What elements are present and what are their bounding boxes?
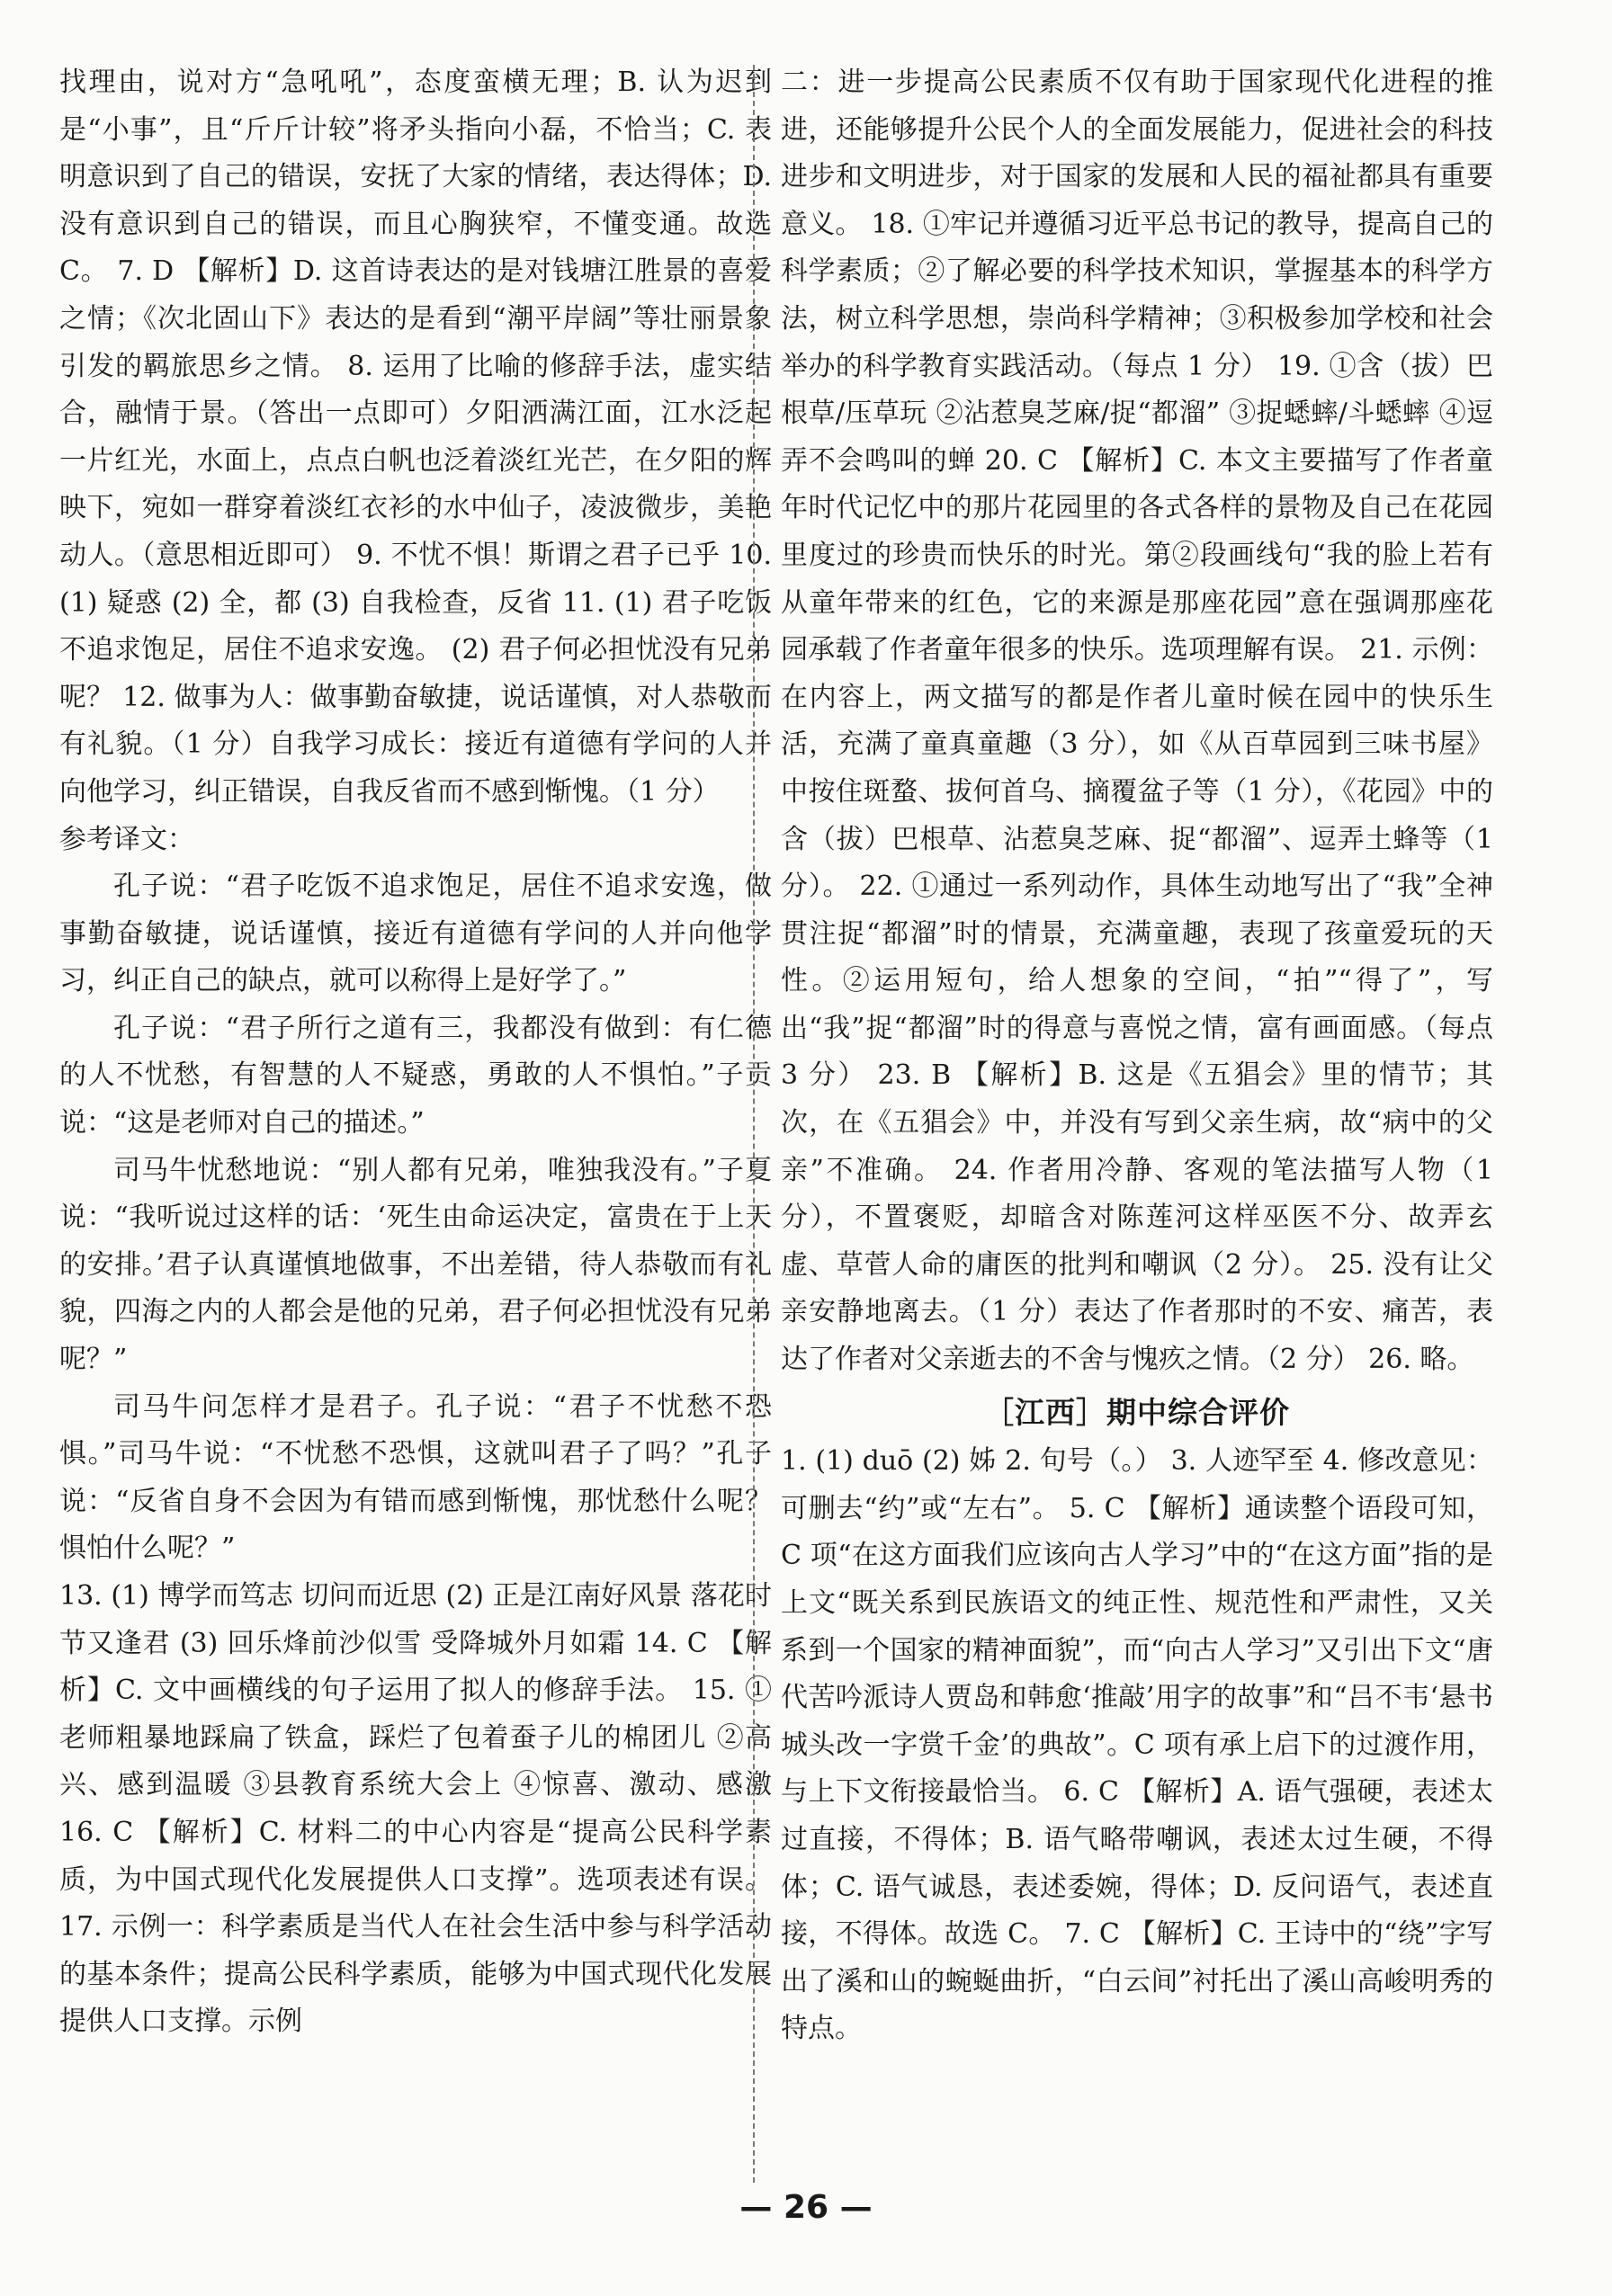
- section-title: ［江西］期中综合评价: [984, 1394, 1290, 1430]
- answers-text-left-2: 13. (1) 博学而笃志 切问而近思 (2) 正是江南好风景 落花时节又逢君 (3) 回乐烽前沙似雪 受降城外月如霜 14. C 【解析】C. 文中画横线的句子运用了拟人的修辞手法。 15. ①老师粗暴地踩扁了铁盒，踩烂了包着蚕子儿的棉团儿 ②高兴、感到温暖 ③县教育系统大会上 ④惊喜、激动、感激 16. C 【解析】C. 材料二的中心内容是“提高公民科学素质，为中国式现代化发展提供人口支撑”。选项表述有误。 17. 示例一：科学素质是当代人在社会生活中参与科学活动的基本条件；提高公民科学素质，能够为中国式现代化发展提供人口支撑。示例: [59, 1580, 772, 2038]
- translation-label: 参考译文：: [59, 823, 194, 855]
- translation-paragraph: 司马牛忧愁地说：“别人都有兄弟，唯独我没有。”子夏说：“我听说过这样的话：‘死生由命运决定，富贵在于上天的安排。’君子认真谨慎地做事，不出差错，待人恭敬而有礼貌，四海之内的人都会是他的兄弟，君子何必担忧没有兄弟呢？”: [59, 1154, 772, 1376]
- translation-paragraph: 孔子说：“君子吃饭不追求饱足，居住不追求安逸，做事勤奋敏捷，说话谨慎，接近有道德有学问的人并向他学习，纠正自己的缺点，就可以称得上是好学了。”: [59, 871, 772, 997]
- answers-text-left-1: 找理由，说对方“急吼吼”，态度蛮横无理；B. 认为迟到是“小事”，且“斤斤计较”将矛头指向小磊，不恰当；C. 表明意识到了自己的错误，安抚了大家的情绪，表达得体；D. 没有意识到自己的错误，而且心胸狭窄，不懂变通。故选 C。 7. D 【解析】D. 这首诗表达的是对钱塘江胜景的喜爱之情；《次北固山下》表达的是看到“潮平岸阔”等壮丽景象引发的羁旅思乡之情。 8. 运用了比喻的修辞手法，虚实结合，融情于景。（答出一点即可）夕阳洒满江面，江水泛起一片红光，水面上，点点白帆也泛着淡红光芒，在夕阳的辉映下，宛如一群穿着淡红衣衫的水中仙子，凌波微步，美艳动人。（意思相近即可） 9. 不忧不惧！斯谓之君子已乎 10. (1) 疑惑 (2) 全，都 (3) 自我检查，反省 11. (1) 君子吃饭不追求饱足，居住不追求安逸。 (2) 君子何必担忧没有兄弟呢？ 12. 做事为人：做事勤奋敏捷，说话谨慎，对人恭敬而有礼貌。（1 分）自我学习成长：接近有道德有学问的人并向他学习，纠正错误，自我反省而不感到惭愧。（1 分）: [59, 67, 772, 808]
- right-column: [781, 59, 1493, 2053]
- translation-paragraph: 司马牛问怎样才是君子。孔子说：“君子不忧愁不恐惧。”司马牛说：“不忧愁不恐惧，这就叫君子了吗？”孔子说：“反省自身不会因为有错而感到惭愧，那忧愁什么呢？惧怕什么呢？”: [59, 1390, 772, 1565]
- page-number: — 26 —: [739, 2189, 873, 2226]
- answers-text-right-2: 1. (1) duō (2) 姊 2. 句号（。） 3. 人迹罕至 4. 修改意见：可删去“约”或“左右”。 5. C 【解析】通读整个语段可知，C 项“在这方面我们应该向古人学习”中的“在这方面”指的是上文“既关系到民族语文的纯正性、规范性和严肃性，又关系到一个国家的精神面貌”，而“向古人学习”又引出下文“唐代苦吟派诗人贾岛和韩愈‘推敲’用字的故事”和“吕不韦‘悬书城头改一字赏千金’的典故”。C 项有承上启下的过渡作用，与上下文衔接最恰当。 6. C 【解析】A. 语气强硬，表述太过直接，不得体；B. 语气略带嘲讽，表述太过生硬，不得体；C. 语气诚恳，表述委婉，得体；D. 反问语气，表述直接，不得体。故选 C。 7. C 【解析】C. 王诗中的“绕”字写出了溪和山的蜿蜒曲折，“白云间”衬托出了溪山高峻明秀的特点。: [781, 1445, 1493, 2045]
- column-divider: [753, 65, 755, 2183]
- answers-text-right-1: 二：进一步提高公民素质不仅有助于国家现代化进程的推进，还能够提升公民个人的全面发展能力，促进社会的科技进步和文明进步，对于国家的发展和人民的福祉都具有重要意义。 18. ①牢记并遵循习近平总书记的教导，提高自己的科学素质；②了解必要的科学技术知识，掌握基本的科学方法，树立科学思想，崇尚科学精神；③积极参加学校和社会举办的科学教育实践活动。（每点 1 分） 19. ①含（拔）巴根草/压草玩 ②沾惹臭芝麻/捉“都溜” ③捉蟋蟀/斗蟋蟀 ④逗弄不会鸣叫的蝉 20. C 【解析】C. 本文主要描写了作者童年时代记忆中的那片花园里的各式各样的景物及自己在花园里度过的珍贵而快乐的时光。第②段画线句“我的脸上若有从童年带来的红色，它的来源是那座花园”意在强调那座花园承载了作者童年很多的快乐。选项理解有误。 21. 示例：在内容上，两文描写的都是作者儿童时候在园中的快乐生活，充满了童真童趣（3 分），如《从百草园到三味书屋》中按住斑蝥、拔何首乌、摘覆盆子等（1 分），《花园》中的含（拔）巴根草、沾惹臭芝麻、捉“都溜”、逗弄土蜂等（1 分）。 22. ①通过一系列动作，具体生动地写出了“我”全神贯注捉“都溜”时的情景，充满童趣，表现了孩童爱玩的天性。②运用短句，给人想象的空间，“拍”“得了”，写出“我”捉“都溜”时的得意与喜悦之情，富有画面感。（每点 3 分） 23. B 【解析】B. 这是《五猖会》里的情节；其次，在《五猖会》中，并没有写到父亲生病，故“病中的父亲”不准确。 24. 作者用冷静、客观的笔法描写人物（1 分），不置褒贬，却暗含对陈莲河这样巫医不分、故弄玄虚、草菅人命的庸医的批判和嘲讽（2 分）。 25. 没有让父亲安静地离去。（1 分）表达了作者那时的不安、痛苦，表达了作者对父亲逝去的不舍与愧疚之情。（2 分） 26. 略。: [781, 67, 1493, 1376]
- left-column: [59, 59, 772, 2046]
- translation-paragraph: 孔子说：“君子所行之道有三，我都没有做到：有仁德的人不忧愁，有智慧的人不疑惑，勇敢的人不惧怕。”子贡说：“这是老师对自己的描述。”: [59, 1012, 772, 1139]
